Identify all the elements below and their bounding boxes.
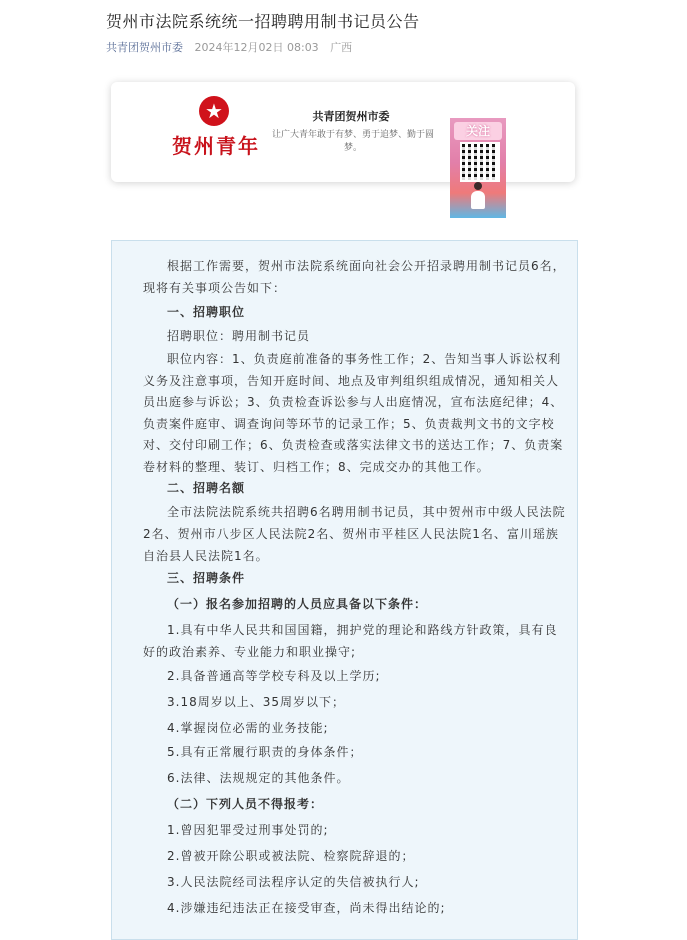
account-logo bbox=[171, 96, 261, 166]
list-item: 2.具备普通高等学校专科及以上学历; bbox=[167, 669, 381, 683]
section-heading: 三、招聘条件 bbox=[167, 571, 246, 585]
position-paragraph: 招聘职位：聘用制书记员 bbox=[167, 329, 311, 343]
account-name-link[interactable]: 共青团贺州市委 bbox=[106, 41, 183, 54]
follow-label[interactable]: 关注 bbox=[454, 122, 502, 140]
list-item: 1.曾因犯罪受过刑事处罚的; bbox=[167, 823, 329, 837]
publish-date: 2024年12月02日 08:03 bbox=[194, 41, 319, 54]
section-heading: 一、招聘职位 bbox=[167, 305, 246, 319]
list-item: 5.具有正常履行职责的身体条件； bbox=[167, 745, 363, 759]
quota-paragraph: 全市法院法院系统共招聘6名聘用制书记员，其中贺州市中级人民法院2名、贺州市八步区人民法院2名、贺州市平桂区人民法院1名、富川瑶族自治县人民法院1名。 bbox=[143, 505, 566, 563]
article-title: 贺州市法院系统统一招聘聘用制书记员公告 bbox=[106, 12, 420, 31]
qr-code-icon bbox=[460, 142, 500, 182]
article-body bbox=[111, 240, 578, 940]
logo-text: 贺州青年 bbox=[172, 134, 260, 158]
card-account-name: 共青团贺州市委 bbox=[312, 110, 390, 123]
list-item: 2.曾被开除公职或被法院、检察院辞退的； bbox=[167, 849, 415, 863]
person-illustration-icon bbox=[469, 182, 487, 212]
list-item: 4.涉嫌违纪违法正在接受审查，尚未得出结论的; bbox=[167, 901, 446, 915]
list-item: 6.法律、法规规定的其他条件。 bbox=[167, 771, 350, 785]
card-account-description: 让广大青年敢于有梦、勇于追梦、勤于圆梦。 bbox=[271, 130, 434, 153]
list-item: 4.掌握岗位必需的业务技能; bbox=[167, 721, 329, 735]
subsection-heading: （一）报名参加招聘的人员应具备以下条件： bbox=[167, 597, 428, 611]
list-item: 3.人民法院经司法程序认定的失信被执行人; bbox=[167, 875, 420, 889]
publish-region: 广西 bbox=[330, 41, 353, 54]
section-heading: 二、招聘名额 bbox=[167, 481, 246, 495]
follow-qr-panel[interactable] bbox=[450, 118, 506, 218]
list-item: 3.18周岁以上、35周岁以下； bbox=[167, 695, 345, 709]
list-item: 1.具有中华人民共和国国籍，拥护党的理论和路线方针政策，具有良好的政治素养、专业能力和职业操守; bbox=[143, 623, 558, 659]
intro-paragraph: 根据工作需要，贺州市法院系统面向社会公开招录聘用制书记员6名，现将有关事项公告如下： bbox=[143, 259, 566, 295]
star-icon: ★ bbox=[199, 96, 229, 126]
subsection-heading: （二）下列人员不得报考： bbox=[167, 797, 324, 811]
article-meta bbox=[106, 39, 352, 55]
duties-paragraph: 职位内容：1、负责庭前准备的事务性工作；2、告知当事人诉讼权利义务及注意事项，告知开庭时间、地点及审判组织组成情况，通知相关人员出庭参与诉讼；3、负责检查诉讼参与人出庭情况，宣布法庭纪律；4、负责案件庭审、调查询问等环节的记录工作；5、负责裁判文书的文字校对、交付印刷工作；6、负责检查或落实法律文书的送达工作；7、负责案卷材料的整理、装订、归档工作；8、完成交办的其他工作。 bbox=[143, 352, 564, 474]
